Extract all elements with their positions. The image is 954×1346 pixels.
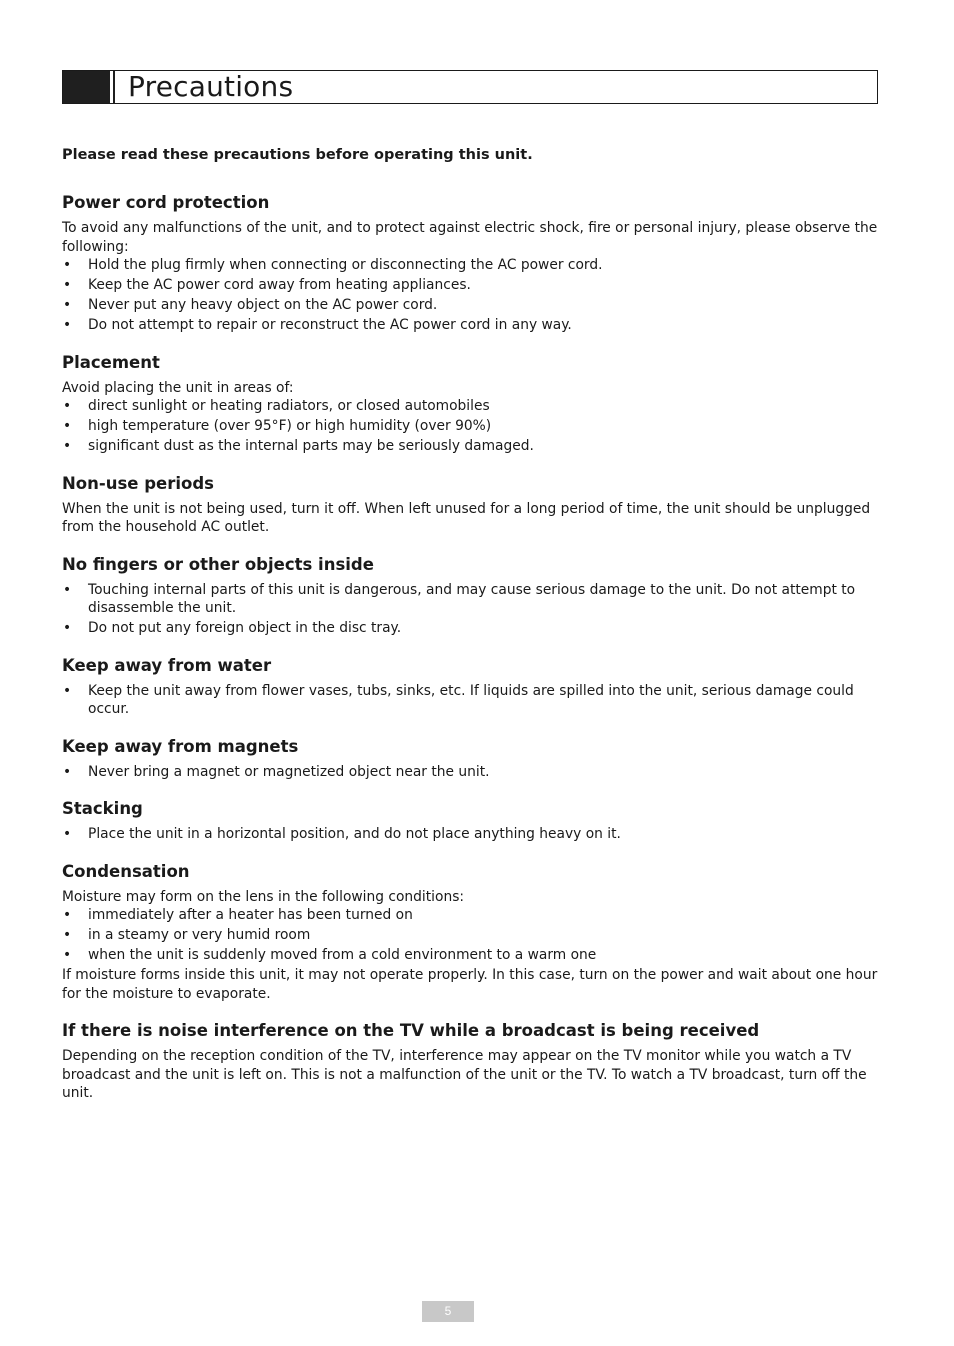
bullet-item: • Keep the AC power cord away from heating appliances. [62, 276, 880, 295]
section-heading: Condensation [62, 861, 190, 881]
sections-container [62, 192, 880, 1103]
bullet-item: • Do not attempt to repair or reconstruct the AC power cord in any way. [62, 316, 880, 335]
section [62, 192, 880, 335]
section [62, 1020, 880, 1103]
bullet-list [62, 825, 880, 844]
section [62, 655, 880, 719]
bullet-list [62, 682, 880, 719]
section [62, 861, 880, 1004]
bullet-item: • in a steamy or very humid room [62, 926, 880, 945]
section-heading: No fingers or other objects inside [62, 554, 374, 574]
section-heading: Keep away from magnets [62, 736, 299, 756]
bullet-item: • Hold the plug firmly when connecting or disconnecting the AC power cord. [62, 256, 880, 275]
intro-text: Please read these precautions before operating this unit. [62, 147, 533, 163]
section [62, 352, 880, 456]
section-heading: Placement [62, 352, 160, 372]
page-title: Precautions [128, 70, 294, 103]
section [62, 473, 880, 537]
section-paragraph: Depending on the reception condition of the TV, interference may appear on the TV monitor while you watch a TV broadcast and the unit is left on. This is not a malfunction of the unit or the TV. To watch a TV broadcast, turn off the unit. [62, 1048, 867, 1101]
bullet-item: • Touching internal parts of this unit is dangerous, and may cause serious damage to the unit. Do not attempt to disassemble the unit. [62, 581, 880, 618]
section-heading: If there is noise interference on the TV while a broadcast is being received [62, 1021, 760, 1040]
section [62, 736, 880, 782]
section-paragraph: Avoid placing the unit in areas of: [62, 379, 294, 396]
bullet-item: • Place the unit in a horizontal position, and do not place anything heavy on it. [62, 825, 880, 844]
bullet-item: • direct sunlight or heating radiators, or closed automobiles [62, 397, 880, 416]
title-accent-block [63, 71, 110, 103]
bullet-item: • Do not put any foreign object in the disc tray. [62, 619, 880, 638]
bullet-item: • when the unit is suddenly moved from a cold environment to a warm one [62, 946, 880, 965]
bullet-list [62, 906, 880, 965]
bullet-list [62, 397, 880, 456]
section [62, 554, 880, 638]
bullet-item: • immediately after a heater has been turned on [62, 906, 880, 925]
document-body [62, 145, 880, 1120]
section-paragraph: To avoid any malfunctions of the unit, and to protect against electric shock, fire or personal injury, please observe the following: [62, 220, 878, 255]
bullet-list [62, 256, 880, 335]
page-number: 5 [422, 1301, 474, 1322]
bullet-item: • Keep the unit away from flower vases, tubs, sinks, etc. If liquids are spilled into the unit, serious damage could occur. [62, 682, 880, 719]
section-heading: Stacking [62, 799, 143, 818]
section [62, 798, 880, 844]
page-title-bar [62, 70, 878, 104]
bullet-list [62, 763, 880, 782]
bullet-item: • Never put any heavy object on the AC power cord. [62, 296, 880, 315]
section-heading: Power cord protection [62, 193, 270, 212]
title-accent-stripe [113, 71, 115, 103]
section-paragraph: Moisture may form on the lens in the following conditions: [62, 888, 465, 905]
section-heading: Non-use periods [62, 473, 215, 493]
section-paragraph: When the unit is not being used, turn it off. When left unused for a long period of time, the unit should be unplugged from the household AC outlet. [62, 500, 871, 535]
bullet-item: • high temperature (over 95°F) or high humidity (over 90%) [62, 417, 880, 436]
section-paragraph: If moisture forms inside this unit, it may not operate properly. In this case, turn on the power and wait about one hour for the moisture to evaporate. [62, 967, 878, 1002]
bullet-item: • significant dust as the internal parts may be seriously damaged. [62, 437, 880, 456]
bullet-item: • Never bring a magnet or magnetized object near the unit. [62, 763, 880, 782]
bullet-list [62, 581, 880, 638]
section-heading: Keep away from water [62, 655, 272, 675]
